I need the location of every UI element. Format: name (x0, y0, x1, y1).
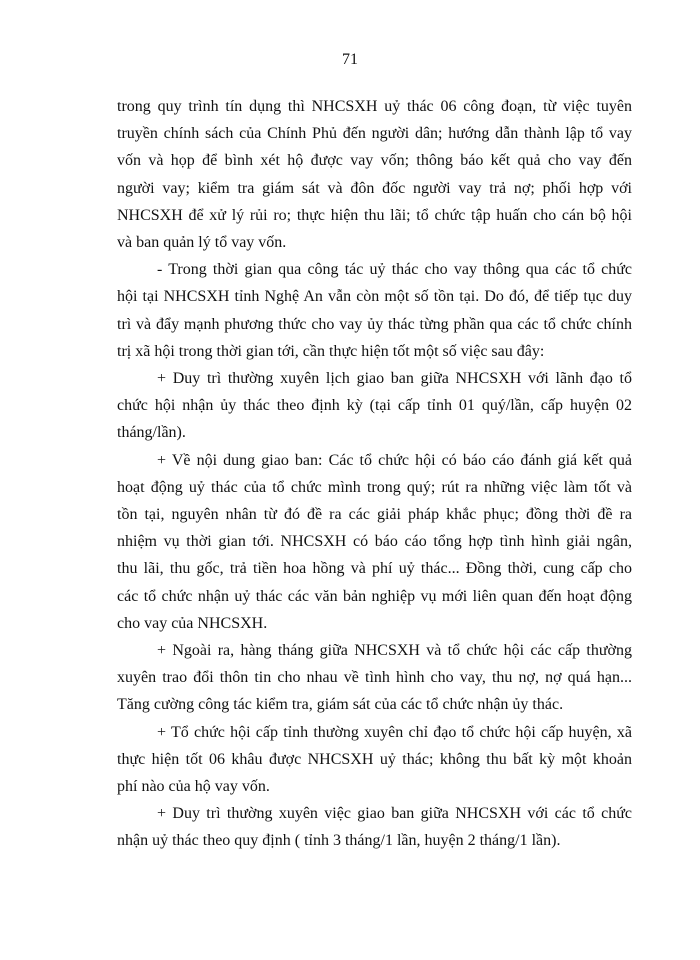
text-line: chức hội nhận ủy thác theo định kỳ (tại cấp tỉnh 01 quý/lần, cấp huyện 02 (117, 397, 632, 415)
text-line: - Trong thời gian qua công tác uỷ thác cho vay thông qua các tổ chức (157, 261, 632, 279)
text-line: NHCSXH để xử lý rủi ro; thực hiện thu lãi; tổ chức tập huấn cho cán bộ hội (117, 206, 632, 224)
text-line: tháng/lần). (117, 424, 186, 442)
paragraph-regular-meetings (117, 800, 632, 854)
document-body (117, 93, 632, 855)
text-line: phí nào của hộ vay vốn. (117, 778, 270, 796)
text-line: thu lãi, thu gốc, trả tiền hoa hồng và phí uỷ thác... Đồng thời, cung cấp cho (117, 560, 632, 578)
text-line: nhiệm vụ thời gian tới. NHCSXH có báo cáo tổng hợp tình hình giải ngân, (117, 533, 632, 551)
text-line: thực hiện tốt 06 khâu được NHCSXH uỷ thác; không thu bất kỳ một khoản (117, 750, 632, 768)
text-line: + Về nội dung giao ban: Các tổ chức hội có báo cáo đánh giá kết quả (157, 451, 632, 469)
text-line: tồn tại, nguyên nhân từ đó đề ra các giải pháp khắc phục; đồng thời đề ra (117, 506, 632, 524)
paragraph-intro (117, 93, 632, 256)
text-line: + Tổ chức hội cấp tỉnh thường xuyên chỉ đạo tổ chức hội cấp huyện, xã (157, 723, 632, 741)
text-line: nhận uỷ thác theo quy định ( tỉnh 3 tháng/1 lần, huyện 2 tháng/1 lần). (117, 832, 561, 850)
text-line: + Ngoài ra, hàng tháng giữa NHCSXH và tổ chức hội các cấp thường (157, 642, 632, 660)
paragraph-monthly-exchange (117, 637, 632, 719)
paragraph-limitations (117, 256, 632, 365)
text-line: người vay; kiểm tra giám sát và đôn đốc người vay trả nợ; phối hợp với (117, 179, 632, 197)
text-line: cho vay của NHCSXH. (117, 614, 268, 632)
text-line: các tổ chức nhận uỷ thác các văn bản nghiệp vụ mới liên quan đến hoạt động (117, 587, 632, 605)
text-line: và ban quản lý tổ vay vốn. (117, 234, 287, 252)
paragraph-meeting-schedule (117, 365, 632, 447)
page-number: 71 (342, 51, 358, 68)
text-line: trị xã hội trong thời gian tới, cần thực hiện tốt một số việc sau đây: (117, 342, 545, 360)
text-line: truyền chính sách của Chính Phủ đến người dân; hướng dẫn thành lập tổ vay (117, 125, 632, 143)
paragraph-meeting-content (117, 447, 632, 637)
text-line: xuyên trao đổi thôn tin cho nhau về tình hình cho vay, thu nợ, nợ quá hạn... (117, 669, 632, 687)
paragraph-provincial-direction (117, 719, 632, 801)
text-line: trì và đẩy mạnh phương thức cho vay ủy thác từng phần qua các tổ chức chính (117, 315, 632, 333)
text-line: + Duy trì thường xuyên việc giao ban giữa NHCSXH với các tổ chức (157, 805, 632, 823)
text-line: trong quy trình tín dụng thì NHCSXH uỷ thác 06 công đoạn, từ việc tuyên (117, 98, 632, 115)
text-line: vốn và họp để bình xét hộ được vay vốn; thông báo kết quả cho vay đến (117, 152, 632, 170)
text-line: Tăng cường công tác kiểm tra, giám sát của các tổ chức nhận ủy thác. (117, 696, 564, 714)
text-line: hội tại NHCSXH tỉnh Nghệ An vẫn còn một số tồn tại. Do đó, để tiếp tục duy (117, 288, 632, 306)
text-line: hoạt động uỷ thác của tổ chức mình trong quý; rút ra những việc làm tốt và (117, 478, 632, 496)
text-line: + Duy trì thường xuyên lịch giao ban giữa NHCSXH với lãnh đạo tổ (157, 370, 632, 388)
